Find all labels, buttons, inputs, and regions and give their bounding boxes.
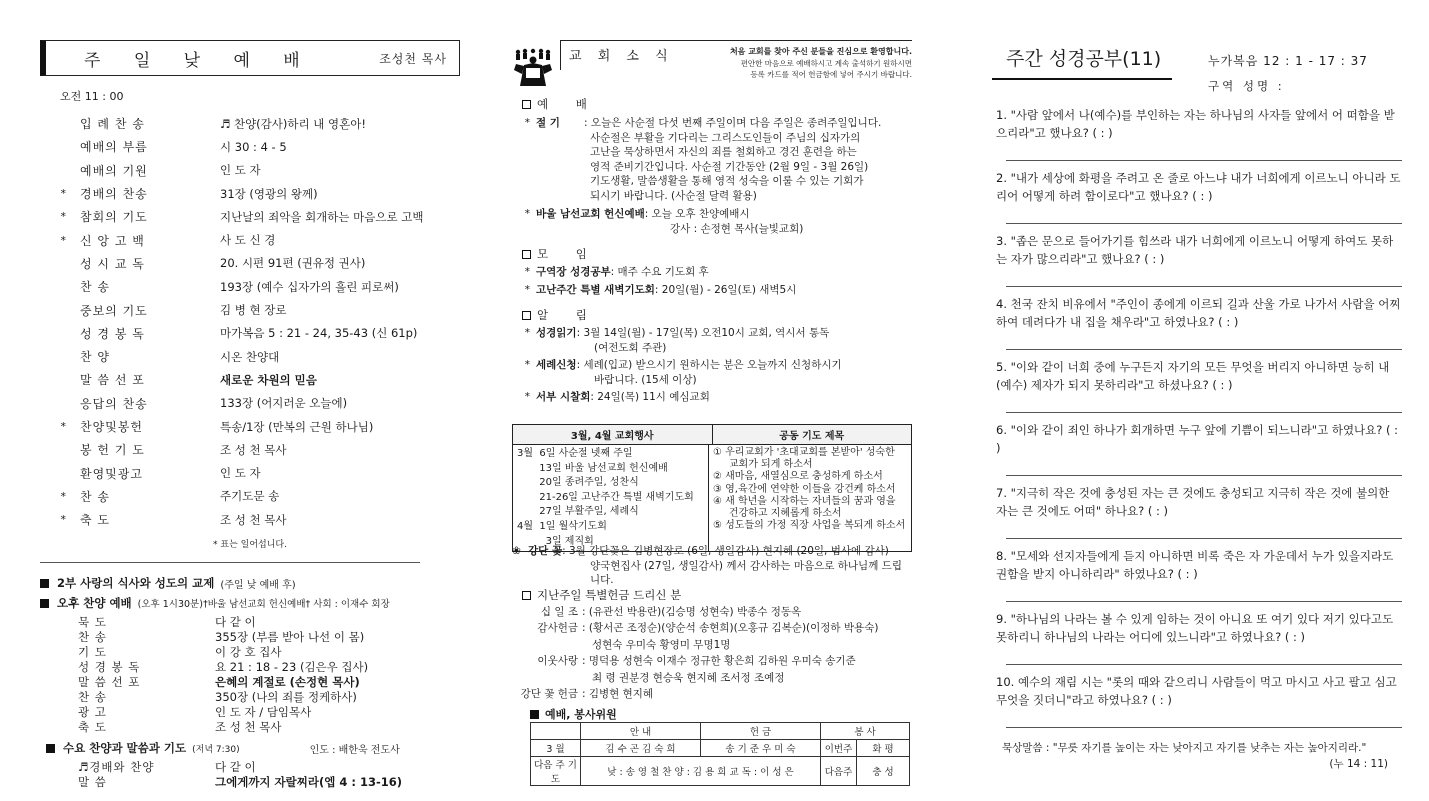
notice-list bbox=[512, 326, 912, 405]
flower-icon: ❀ bbox=[512, 545, 521, 557]
worship-title: 주 일 낮 예 배 bbox=[84, 50, 314, 71]
order-label: 찬 송 bbox=[80, 280, 110, 295]
notice-item bbox=[512, 358, 912, 373]
season-line: : 오늘은 사순절 다섯 번째 주일이며 다음 주일은 종려주일입니다. bbox=[584, 117, 882, 129]
offering-value: : 김병현 현지혜 bbox=[582, 688, 654, 700]
asterisk-bullet: * bbox=[524, 359, 530, 371]
asterisk-bullet: * bbox=[524, 117, 530, 129]
order-mark: * bbox=[60, 233, 66, 247]
offering-title: 지난주일 특별헌금 드리신 분 bbox=[537, 588, 682, 602]
serve-cell: 화 평 bbox=[857, 740, 910, 757]
order-row bbox=[40, 298, 460, 321]
events-list bbox=[513, 445, 709, 551]
worship-news-heading bbox=[512, 96, 912, 112]
season-line: 영적 준비기간입니다. 사순절 기간동안 (2월 9일 - 3월 26일) bbox=[590, 160, 869, 173]
square-bullet-icon bbox=[40, 579, 49, 588]
fellowship-heading bbox=[40, 575, 460, 591]
offering-key: 이웃사랑 bbox=[537, 655, 578, 667]
meeting-key: 고난주간 특별 새벽기도회 bbox=[536, 283, 655, 296]
serve-cell: 송 기 준 우 미 숙 bbox=[701, 740, 821, 757]
wednesday-row bbox=[40, 759, 460, 774]
afternoon-praise-title: 오후 찬양 예배 bbox=[57, 596, 132, 611]
question-item bbox=[992, 295, 1402, 358]
question-text: 3. "좁은 문으로 들어가기를 힘쓰라 내가 너희에게 이르노니 어떻게 하여도 못하는 자가 많으리라"고 했나요? ( : ) bbox=[996, 234, 1394, 266]
meeting-value: : 매주 수요 기도회 후 bbox=[610, 266, 709, 278]
answer-line bbox=[1006, 160, 1402, 161]
offering-row bbox=[512, 621, 912, 636]
afternoon-value: 조 성 천 목사 bbox=[215, 719, 282, 734]
order-label: 중보의 기도 bbox=[80, 303, 148, 318]
notice-key: 서부 시찰회 bbox=[536, 391, 591, 403]
offering-heading bbox=[512, 588, 912, 603]
prayer-heading: 공동 기도 제목 bbox=[779, 431, 845, 442]
order-row bbox=[40, 205, 460, 228]
fellowship-sub: (주일 낮 예배 후) bbox=[220, 579, 296, 591]
order-value: 마가복음 5 : 21 - 24, 35-43 (신 61p) bbox=[220, 326, 418, 341]
choir-icon bbox=[512, 46, 554, 90]
offering-key bbox=[512, 638, 582, 653]
afternoon-value: 이 강 호 집사 bbox=[215, 644, 282, 659]
order-row bbox=[40, 322, 460, 345]
order-value: 20. 시편 91편 (권유정 권사) bbox=[220, 256, 366, 271]
wednesday-label: ♬경배와 찬양 bbox=[78, 759, 155, 774]
square-bullet-icon bbox=[530, 710, 539, 719]
order-value: 김 병 현 장로 bbox=[220, 303, 287, 318]
prayer-item: ③ 영,육간에 연약한 이들을 강건케 하소서 bbox=[713, 483, 896, 495]
notice-value: : 세례(입교) 받으시기 원하시는 분은 오늘까지 신청하시기 bbox=[576, 359, 842, 371]
offering-row bbox=[512, 605, 912, 620]
serve-col-header: 헌 금 bbox=[701, 723, 821, 740]
afternoon-row bbox=[40, 614, 460, 629]
fellowship-title: 2부 사랑의 식사와 성도의 교제 bbox=[57, 576, 215, 591]
order-row bbox=[40, 368, 460, 391]
notice-key: 성경읽기 bbox=[536, 327, 577, 339]
season-notice bbox=[512, 116, 912, 236]
offering-list bbox=[512, 605, 912, 702]
offering-value: : (유관선 박용란)(김승명 성현숙) 박종수 정동옥 bbox=[582, 605, 802, 618]
afternoon-row bbox=[40, 704, 460, 719]
question-text: 10. 예수의 재림 시는 "롯의 때와 같으리니 사람들이 먹고 마시고 사고 팔고 심고 무엇을 짓더니"라고 하였나요? ( : ) bbox=[996, 675, 1397, 707]
order-row bbox=[40, 392, 460, 415]
prayer-item: ① 우리교회가 '초대교회를 본받아' 성숙한 bbox=[713, 447, 895, 458]
event-item: 4월 1일 월삭기도회 bbox=[517, 520, 607, 532]
event-item: 20일 종려주일, 성찬식 bbox=[517, 477, 639, 489]
order-value: ♬ 찬양(감사)하리 내 영혼아! bbox=[220, 116, 366, 131]
order-row bbox=[40, 485, 460, 508]
checkbox-icon bbox=[522, 100, 531, 109]
answer-line bbox=[1006, 475, 1402, 476]
order-label: 예배의 기원 bbox=[80, 163, 148, 178]
wednesday-sub: (저녁 7:30) bbox=[192, 744, 240, 755]
afternoon-label: 기 도 bbox=[78, 644, 107, 659]
offering-key bbox=[512, 671, 582, 686]
event-item: 27일 부활주일, 세례식 bbox=[517, 506, 639, 518]
wednesday-leader: 인도 : 배한욱 전도사 bbox=[309, 744, 400, 756]
meditation-verse bbox=[1002, 740, 1402, 772]
asterisk-bullet: * bbox=[524, 391, 530, 403]
order-value: 193장 (예수 십자가의 흘린 피로써) bbox=[220, 279, 399, 294]
prayer-item: ⑤ 성도들의 가정 직장 사업을 복되게 하소서 bbox=[713, 520, 906, 532]
afternoon-praise-heading bbox=[40, 595, 460, 611]
order-row bbox=[40, 438, 460, 461]
meditation-ref: (누 14 : 11) bbox=[1329, 758, 1388, 770]
meeting-item bbox=[512, 265, 912, 280]
order-value: 조 성 천 목사 bbox=[220, 442, 287, 457]
meeting-list bbox=[512, 265, 912, 297]
flower-line: : 3월 강단꽃은 김병현장로 (6일, 생일감사) 현지혜 (20일, 범사에 감사) bbox=[562, 545, 889, 557]
square-bullet-icon bbox=[46, 744, 55, 753]
meeting-heading bbox=[512, 246, 912, 262]
flower-key: 강단 꽃 bbox=[528, 545, 563, 557]
order-value: 지난날의 죄악을 회개하는 마음으로 고백 bbox=[220, 209, 424, 224]
serve-col-header bbox=[531, 723, 581, 740]
news-title: 교 회 소 식 bbox=[569, 49, 674, 64]
afternoon-value: 요 21 : 18 - 23 (김은우 집사) bbox=[215, 659, 369, 674]
offering-key: 감사헌금 bbox=[537, 622, 578, 634]
meeting-item bbox=[512, 283, 912, 298]
order-value: 조 성 천 목사 bbox=[220, 512, 287, 527]
question-item bbox=[992, 484, 1402, 547]
order-row bbox=[40, 112, 460, 135]
offering-value: 성현숙 우미숙 황영미 무명1명 bbox=[592, 638, 731, 651]
question-list bbox=[992, 106, 1402, 736]
question-text: 4. 천국 잔치 비유에서 "주인이 종에게 이르되 길과 산울 가로 나가서 사람을 어찌하여 데려다가 내 집을 채우라"고 하였나요? ( : ) bbox=[996, 297, 1401, 329]
offering-value: 최 령 권분경 현승욱 현지혜 조서정 조예정 bbox=[592, 671, 785, 684]
order-row bbox=[40, 159, 460, 182]
notice-title: 알 림 bbox=[537, 308, 599, 322]
question-item bbox=[992, 106, 1402, 169]
standing-note: * 표는 일어섭니다. bbox=[213, 540, 287, 551]
asterisk-bullet: * bbox=[524, 327, 530, 339]
serve-cell: 다음 주 기도 bbox=[531, 757, 581, 786]
afternoon-label: 찬 송 bbox=[78, 689, 107, 704]
offering-row bbox=[512, 654, 912, 669]
serve-cell: 3 월 bbox=[531, 740, 581, 757]
order-value: 인 도 자 bbox=[220, 466, 261, 481]
afternoon-row bbox=[40, 689, 460, 704]
order-label: 말 씀 선 포 bbox=[80, 373, 145, 388]
question-item bbox=[992, 610, 1402, 673]
order-label: 참회의 기도 bbox=[80, 210, 148, 225]
wednesday-heading bbox=[46, 740, 460, 756]
welcome-message bbox=[692, 46, 912, 81]
afternoon-label: 말 씀 선 포 bbox=[78, 674, 141, 689]
notice-heading bbox=[512, 307, 912, 323]
meeting-title: 모 임 bbox=[537, 247, 599, 261]
question-text: 9. "하나님의 나라는 볼 수 있게 임하는 것이 아니요 또 여기 있다 저기 있다고도 못하리니 하나님의 나라는 어디에 있느니라"고 하였나요? ( : ) bbox=[996, 612, 1394, 644]
question-text: 7. "지극히 작은 것에 충성된 자는 큰 것에도 충성되고 지극히 작은 것에 불의한 자는 큰 것에도 어떠" 하나요? ( : ) bbox=[996, 486, 1390, 518]
serve-col-header: 봉 사 bbox=[821, 723, 910, 740]
order-label: 예배의 부름 bbox=[80, 140, 148, 155]
prayer-item: ④ 새 학년을 시작하는 자녀들의 꿈과 영을 bbox=[713, 495, 896, 507]
order-mark: * bbox=[60, 420, 66, 433]
worship-order-list bbox=[40, 112, 460, 531]
serve-cell: 김 수 곤 김 숙 희 bbox=[581, 740, 701, 757]
serve-col-header: 안 내 bbox=[581, 723, 701, 740]
events-heading: 3월, 4월 교회행사 bbox=[513, 425, 713, 444]
worship-time: 오전 11 : 00 bbox=[60, 90, 124, 103]
order-mark: * bbox=[60, 513, 66, 527]
afternoon-label: 축 도 bbox=[78, 719, 107, 734]
worship-header bbox=[40, 40, 460, 76]
afternoon-label: 찬 송 bbox=[78, 629, 107, 644]
question-text: 5. "이와 같이 너희 중에 누구든지 자기의 모든 무엇을 버리지 아니하면 능히 내(예수) 제자가 되지 못하리라"고 하셨나요? ( : ) bbox=[996, 360, 1390, 392]
asterisk-bullet: * bbox=[524, 283, 530, 296]
question-text: 1. "사람 앞에서 나(예수)를 부인하는 자는 하나님의 사자들 앞에서 어 떠함을 받으리라"고 했나요? ( : ) bbox=[996, 108, 1395, 140]
order-row bbox=[40, 508, 460, 531]
order-label: 찬 양 bbox=[80, 350, 110, 365]
wednesday-value: 다 같 이 bbox=[215, 759, 256, 774]
answer-line bbox=[1006, 412, 1402, 413]
offering-row bbox=[512, 638, 912, 653]
dedication-key: 바울 남선교회 헌신예배 bbox=[536, 208, 645, 220]
offering-value: : (황서곤 조정순)(양순석 송현희)(오홍규 김복순)(이정하 박용숙) bbox=[582, 622, 879, 634]
order-row bbox=[40, 135, 460, 158]
prayer-item: 교회가 되게 하소서 bbox=[713, 459, 813, 471]
checkbox-icon bbox=[522, 311, 531, 320]
serve-title: 예배, 봉사위원 bbox=[545, 708, 617, 721]
welcome-line: 등록 카드를 적어 헌금함에 넣어 주시기 바랍니다. bbox=[750, 70, 912, 79]
serve-cell: 이번주 bbox=[821, 740, 857, 757]
notice-value-cont: (여전도회 주관) bbox=[594, 341, 667, 354]
events-table bbox=[512, 424, 912, 552]
offering-row bbox=[512, 671, 912, 686]
meeting-value: : 20일(월) - 26일(토) 새벽5시 bbox=[654, 283, 797, 296]
question-item bbox=[992, 169, 1402, 232]
study-column bbox=[992, 40, 1402, 770]
afternoon-label: 성 경 봉 독 bbox=[78, 659, 141, 674]
meditation-text: 묵상말씀 : "무릇 자기를 높이는 자는 낮아지고 자기를 낮추는 자는 높아지리라." bbox=[1002, 742, 1367, 754]
afternoon-value: 350장 (나의 죄를 정케하사) bbox=[215, 689, 357, 704]
season-key: 절 기 bbox=[536, 117, 560, 129]
square-bullet-icon bbox=[40, 599, 49, 608]
order-value: 31장 (영광의 왕께) bbox=[220, 186, 318, 201]
afternoon-row bbox=[40, 719, 460, 734]
order-value: 특송/1장 (만복의 근원 하나님) bbox=[220, 419, 374, 434]
event-item: 21-26일 고난주간 특별 새벽기도회 bbox=[517, 491, 694, 503]
afternoon-row bbox=[40, 644, 460, 659]
serve-cell: 다음주 bbox=[821, 757, 857, 786]
answer-line bbox=[1006, 349, 1402, 350]
name-label: 구역 성명 : bbox=[1208, 79, 1285, 93]
news-column bbox=[512, 40, 912, 785]
study-reference: 누가복음 12 : 1 - 17 : 37 bbox=[1208, 54, 1368, 68]
worship-column bbox=[40, 40, 460, 789]
event-item: 3월 6일 사순절 넷째 주일 bbox=[517, 448, 633, 459]
season-line: 되시기 바랍니다. (사순절 달력 활용) bbox=[590, 189, 757, 202]
afternoon-value: 355장 (부름 받아 나선 이 몸) bbox=[215, 629, 365, 644]
afternoon-praise-sub: (오후 1시30분)†바울 남선교회 헌신예배† 사회 : 이재수 회장 bbox=[137, 599, 390, 611]
notice-item bbox=[512, 326, 912, 341]
answer-line bbox=[1006, 601, 1402, 602]
question-text: 6. "이와 같이 죄인 하나가 회개하면 누구 앞에 기쁨이 되느니라"고 하였나요? ( : ) bbox=[996, 423, 1399, 455]
question-item bbox=[992, 232, 1402, 295]
answer-line bbox=[1006, 538, 1402, 539]
afternoon-row bbox=[40, 629, 460, 644]
offering-key: 강단 꽃 헌금 bbox=[520, 688, 578, 700]
question-item bbox=[992, 547, 1402, 610]
answer-line bbox=[1006, 223, 1402, 224]
order-label: 응답의 찬송 bbox=[80, 396, 148, 411]
notice-value: : 3월 14일(월) - 17일(목) 오전10시 교회, 역시서 통독 bbox=[576, 327, 830, 339]
section-divider bbox=[40, 562, 420, 563]
question-item bbox=[992, 358, 1402, 421]
offering-section bbox=[512, 588, 912, 702]
checkbox-icon bbox=[522, 250, 531, 259]
order-value: 시 30 : 4 - 5 bbox=[220, 139, 287, 154]
answer-line bbox=[1006, 727, 1402, 728]
order-row bbox=[40, 252, 460, 275]
afternoon-row bbox=[40, 674, 460, 689]
order-label: 성 시 교 독 bbox=[80, 256, 145, 271]
order-value: 주기도문 송 bbox=[220, 489, 280, 504]
order-label: 봉 헌 기 도 bbox=[80, 443, 145, 458]
question-text: 2. "내가 세상에 화평을 주려고 온 줄로 아느냐 내가 너희에게 이르노니 아니라 도리어 어떻게 하려 함이로다"고 했나요? ( : ) bbox=[996, 171, 1401, 203]
order-row bbox=[40, 345, 460, 368]
serve-heading bbox=[530, 706, 617, 722]
notice-value: : 24일(목) 11시 예심교회 bbox=[590, 391, 710, 403]
order-label: 경배의 찬송 bbox=[80, 187, 148, 202]
prayer-item: ② 새마음, 새열심으로 충성하게 하소서 bbox=[713, 471, 883, 483]
order-label: 성 경 봉 독 bbox=[80, 326, 145, 341]
event-item: 13일 바울 남선교회 헌신예배 bbox=[517, 462, 668, 474]
welcome-line: 처음 교회를 찾아 주신 분들을 진심으로 환영합니다. bbox=[729, 47, 912, 56]
prayer-item: 건강하고 지혜롭게 하소서 bbox=[713, 508, 842, 520]
order-label: 축 도 bbox=[80, 513, 110, 528]
afternoon-label: 묵 도 bbox=[78, 614, 107, 629]
afternoon-value: 인 도 자 / 담임목사 bbox=[215, 704, 312, 719]
afternoon-order-list bbox=[40, 614, 460, 734]
question-item bbox=[992, 673, 1402, 736]
checkbox-icon bbox=[522, 591, 531, 600]
offering-row bbox=[512, 687, 912, 702]
order-label: 찬양및봉헌 bbox=[80, 420, 143, 434]
answer-line bbox=[1006, 286, 1402, 287]
order-value: 새로운 차원의 믿음 bbox=[220, 372, 317, 387]
question-item bbox=[992, 421, 1402, 484]
season-line: 사순절은 부활을 기다리는 그리스도인들이 주님의 십자가의 bbox=[590, 131, 861, 144]
dedication-speaker: 강사 : 손정현 목사(늘빛교회) bbox=[670, 222, 804, 235]
news-header bbox=[512, 40, 912, 90]
serve-table bbox=[530, 722, 910, 786]
study-header bbox=[992, 40, 1402, 93]
order-value: 133장 (어지러운 오늘에) bbox=[220, 396, 348, 411]
season-line: 고난을 묵상하면서 자신의 죄를 철회하고 경건 훈련을 하는 bbox=[590, 146, 857, 158]
afternoon-value: 다 같 이 bbox=[215, 614, 256, 629]
order-label: 입 례 찬 송 bbox=[80, 117, 145, 132]
wednesday-label: 말 씀 bbox=[78, 774, 107, 789]
notice-value-cont: 바랍니다. (15세 이상) bbox=[594, 373, 697, 386]
order-row bbox=[40, 461, 460, 484]
order-label: 찬 송 bbox=[80, 489, 110, 504]
order-row bbox=[40, 182, 460, 205]
worship-pastor: 조성천 목사 bbox=[379, 51, 447, 66]
notice-item bbox=[512, 390, 912, 405]
flower-line: 양국현집사 (27일, 생일감사) 께서 감사하는 마음으로 하나님께 드립니다. bbox=[590, 559, 902, 586]
wednesday-value: 그에게까지 자랄찌라(엡 4 : 13-16) bbox=[215, 774, 402, 789]
asterisk-bullet: * bbox=[524, 208, 530, 220]
study-title: 주간 성경공부(11) bbox=[1006, 48, 1162, 70]
wednesday-order-list bbox=[40, 759, 460, 789]
season-body bbox=[584, 116, 912, 203]
offering-key: 십 일 조 bbox=[540, 605, 578, 618]
order-mark: * bbox=[60, 187, 66, 201]
answer-line bbox=[1006, 664, 1402, 665]
afternoon-label: 광 고 bbox=[78, 704, 107, 719]
season-line: 기도생활, 말씀생활을 통해 영적 성숙을 이룰 수 있는 기회가 bbox=[590, 175, 864, 187]
serve-cell: 낮 : 송 영 철 찬 양 : 김 용 희 교 독 : 이 성 은 bbox=[581, 757, 821, 786]
order-label: 신 앙 고 백 bbox=[80, 233, 145, 248]
event-item: 3일 제직회 bbox=[517, 535, 594, 547]
order-value: 인 도 자 bbox=[220, 163, 261, 178]
afternoon-value: 은혜의 계절로 (손정현 목사) bbox=[215, 674, 360, 689]
worship-news-title: 예 배 bbox=[537, 97, 599, 111]
serve-cell: 충 성 bbox=[857, 757, 910, 786]
notice-key: 세례신청 bbox=[536, 359, 577, 371]
order-value: 사 도 신 경 bbox=[220, 233, 276, 248]
afternoon-row bbox=[40, 659, 460, 674]
welcome-line: 편안한 마음으로 예배하시고 계속 출석하기 원하시면 bbox=[740, 58, 912, 68]
dedication-value: : 오늘 오후 찬양예배시 bbox=[644, 208, 750, 220]
wednesday-title: 수요 찬양과 말씀과 기도 bbox=[63, 741, 187, 756]
order-mark: * bbox=[60, 489, 66, 503]
altar-flower-notice bbox=[512, 544, 912, 588]
order-row bbox=[40, 275, 460, 298]
order-row bbox=[40, 228, 460, 251]
meeting-key: 구역장 성경공부 bbox=[536, 266, 611, 278]
offering-value: : 명덕용 성현숙 이재수 정규한 황은희 김하원 우미숙 송기준 bbox=[582, 655, 856, 667]
order-value: 시온 찬양대 bbox=[220, 349, 280, 364]
question-text: 8. "모세와 선지자들에게 듣지 아니하면 비록 죽은 자 가운데서 누가 있을지라도 권함을 받지 아니하리라" 하였나요? ( : ) bbox=[996, 549, 1394, 581]
order-mark: * bbox=[60, 210, 66, 224]
order-label: 환영및광고 bbox=[80, 466, 143, 481]
order-row bbox=[40, 415, 460, 438]
wednesday-row bbox=[40, 774, 460, 789]
prayer-list bbox=[709, 445, 911, 551]
asterisk-bullet: * bbox=[524, 266, 530, 278]
